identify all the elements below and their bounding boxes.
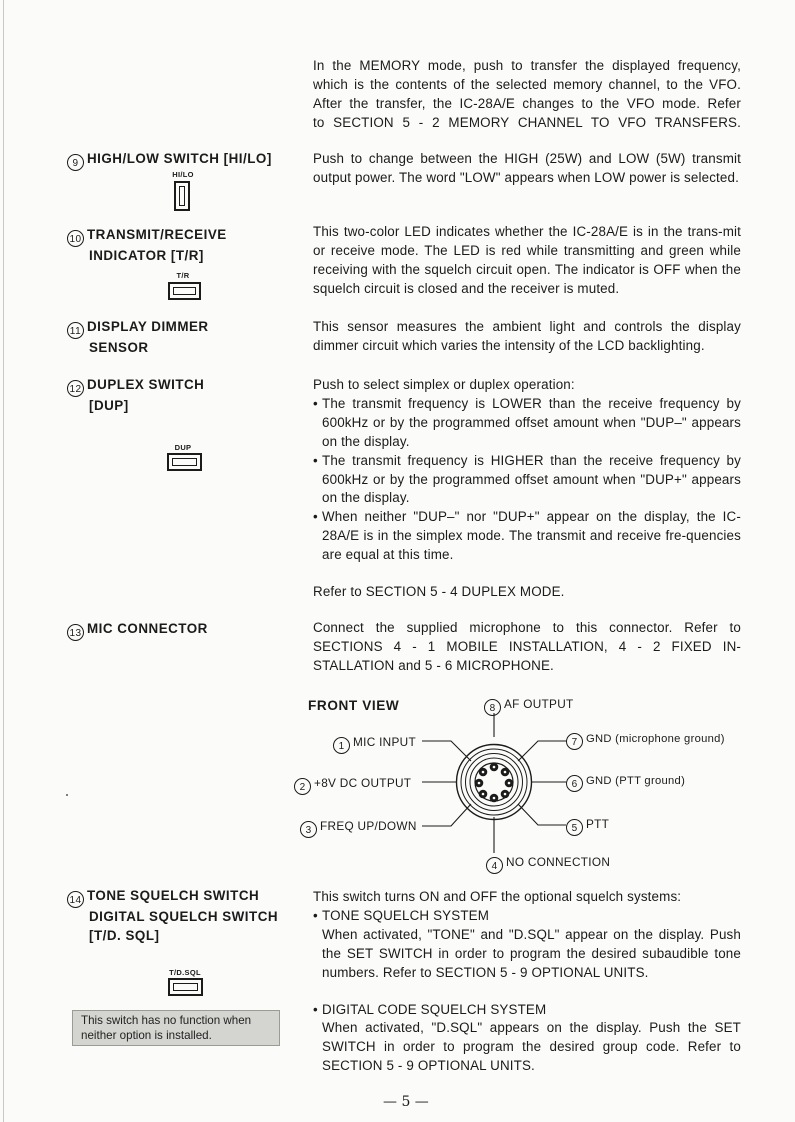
heading-tone-squelch-switch: 14 TONE SQUELCH SWITCH DIGITAL SQUELCH SWITCH [T/D. SQL] bbox=[67, 887, 278, 945]
digital-squelch-text: When activated, "D.SQL" appears on the display. Push the SET SWITCH in order to program the desired group code. Refer to SECTION 5 - 9 OPTIONAL UNITS. bbox=[322, 1020, 741, 1074]
pin-7-label: 7 GND (microphone ground) bbox=[566, 733, 725, 750]
t-r-indicator-label: T/R bbox=[176, 271, 190, 280]
leader-pin-1 bbox=[422, 741, 471, 761]
digital-squelch-bullet: • DIGITAL CODE SQUELCH SYSTEM bbox=[313, 1001, 547, 1017]
page-number: — 5 — bbox=[383, 1094, 429, 1110]
pin-5-label: 5 PTT bbox=[566, 817, 609, 836]
heading-high-low-switch: 9 HIGH/LOW SWITCH [HI/LO] bbox=[67, 150, 272, 171]
tone-squelch-bullet: • TONE SQUELCH SYSTEM bbox=[313, 907, 490, 923]
duplex-description: Push to select simplex or duplex operation: • The transmit frequency is LOWER than the receive frequency by 600kHz or by the programmed offset amount when "DUP–" appears on the display. • The transmit frequency is HIGHER than the receive frequency by 600kHz or by the programmed offset amount when "DUP+" appears on the display. • When neither "DUP–" nor "DUP+" appear on the display, the IC-28A/E is in the simplex mode. The transmit and receive fre-quencies are equal at this time. Refer to SECTION 5 - 4 DUPLEX MODE. bbox=[313, 376, 741, 602]
front-view-title: FRONT VIEW bbox=[308, 698, 400, 713]
heading-mic-connector: 13 MIC CONNECTOR bbox=[67, 620, 208, 641]
pin-3-label: 3 FREQ UP/DOWN bbox=[300, 819, 417, 838]
mic-connector-description: Connect the supplied microphone to this connector. Refer to SECTIONS 4 - 1 MOBILE INSTALLATION, 4 - 2 FIXED IN-STALLATION and 5 - 6 MICROPHONE. bbox=[313, 620, 741, 673]
pin-8-label: 8 AF OUTPUT bbox=[484, 697, 574, 716]
tone-squelch-description: This switch turns ON and OFF the optional squelch systems: • TONE SQUELCH SYSTEM When activated, "TONE" and "D.SQL" appear on the display. Push the SET SWITCH in order to program the desired subaudible tone numbers. Refer to SECTION 5 - 9 OPTIONAL UNITS. • DIGITAL CODE SQUELCH SYSTEM When activated, "D.SQL" appears on the display. Push the SET SWITCH in order to program the desired group code. Refer to SECTION 5 - 9 OPTIONAL UNITS. bbox=[313, 888, 741, 1076]
pin-6-label: 6 GND (PTT ground) bbox=[566, 775, 685, 792]
no-option-note: This switch has no function when neither option is installed. bbox=[72, 1010, 280, 1046]
hi-lo-switch-label: HI/LO bbox=[172, 170, 194, 179]
heading-duplex-switch: 12 DUPLEX SWITCH [DUP] bbox=[67, 376, 204, 416]
transmit-receive-description: This two-color LED indicates whether the IC-28A/E is in the trans-mit or receive mode. The LED is red while transmitting and green while receiving with the squelch circuit open. The indicator is OFF when the squelch circuit is closed and the receiver is muted. bbox=[313, 224, 741, 296]
leader-pin-5 bbox=[518, 804, 566, 825]
connector-ring-2 bbox=[461, 749, 527, 815]
pin-1-label: 1 MIC INPUT bbox=[333, 735, 416, 754]
pin-4-label: 4 NO CONNECTION bbox=[486, 855, 610, 874]
display-dimmer-description: This sensor measures the ambient light and controls the display dimmer circuit which varies the intensity of the LCD backlighting. bbox=[313, 319, 741, 353]
leader-pin-7 bbox=[518, 741, 566, 761]
pin-2-label: 2 +8V DC OUTPUT bbox=[294, 776, 411, 795]
t-dsql-switch-label: T/D.SQL bbox=[169, 968, 201, 977]
high-low-description: Push to change between the HIGH (25W) and LOW (5W) transmit output power. The word "LOW" appears when LOW power is selected. bbox=[313, 151, 741, 185]
leader-pin-3 bbox=[422, 804, 471, 826]
duplex-bullet-simplex: • When neither "DUP–" nor "DUP+" appear on the display, the IC-28A/E is in the simplex mode. The transmit and receive fre-quencies are equal at this time. bbox=[313, 509, 741, 563]
duplex-bullet-lower: • The transmit frequency is LOWER than the receive frequency by 600kHz or by the programmed offset amount when "DUP–" appears on the display. bbox=[313, 395, 741, 449]
heading-display-dimmer-sensor: 11 DISPLAY DIMMER SENSOR bbox=[67, 318, 209, 358]
speck bbox=[66, 794, 68, 796]
dup-switch-label: DUP bbox=[174, 443, 192, 452]
heading-transmit-receive-indicator: 10 TRANSMIT/RECEIVE INDICATOR [T/R] bbox=[67, 226, 227, 266]
duplex-reference: Refer to SECTION 5 - 4 DUPLEX MODE. bbox=[313, 584, 565, 600]
tone-squelch-text: When activated, "TONE" and "D.SQL" appear on the display. Push the SET SWITCH in order to program the desired subaudible tone numbers. Refer to SECTION 5 - 9 OPTIONAL UNITS. bbox=[322, 926, 741, 980]
connector-outer-ring bbox=[457, 745, 532, 820]
duplex-bullet-higher: • The transmit frequency is HIGHER than the receive frequency by 600kHz or by the programmed offset amount when "DUP+" appears on the display. bbox=[313, 452, 741, 506]
t-dsql-switch-icon bbox=[168, 978, 203, 996]
intro-paragraph: In the MEMORY mode, push to transfer the displayed frequency, which is the contents of the selected memory channel, to the VFO. After the transfer, the IC-28A/E changes to the VFO mode. Refer to SECTION 5 - 2 MEMORY CHANNEL TO VFO TRANSFERS. bbox=[313, 58, 741, 130]
